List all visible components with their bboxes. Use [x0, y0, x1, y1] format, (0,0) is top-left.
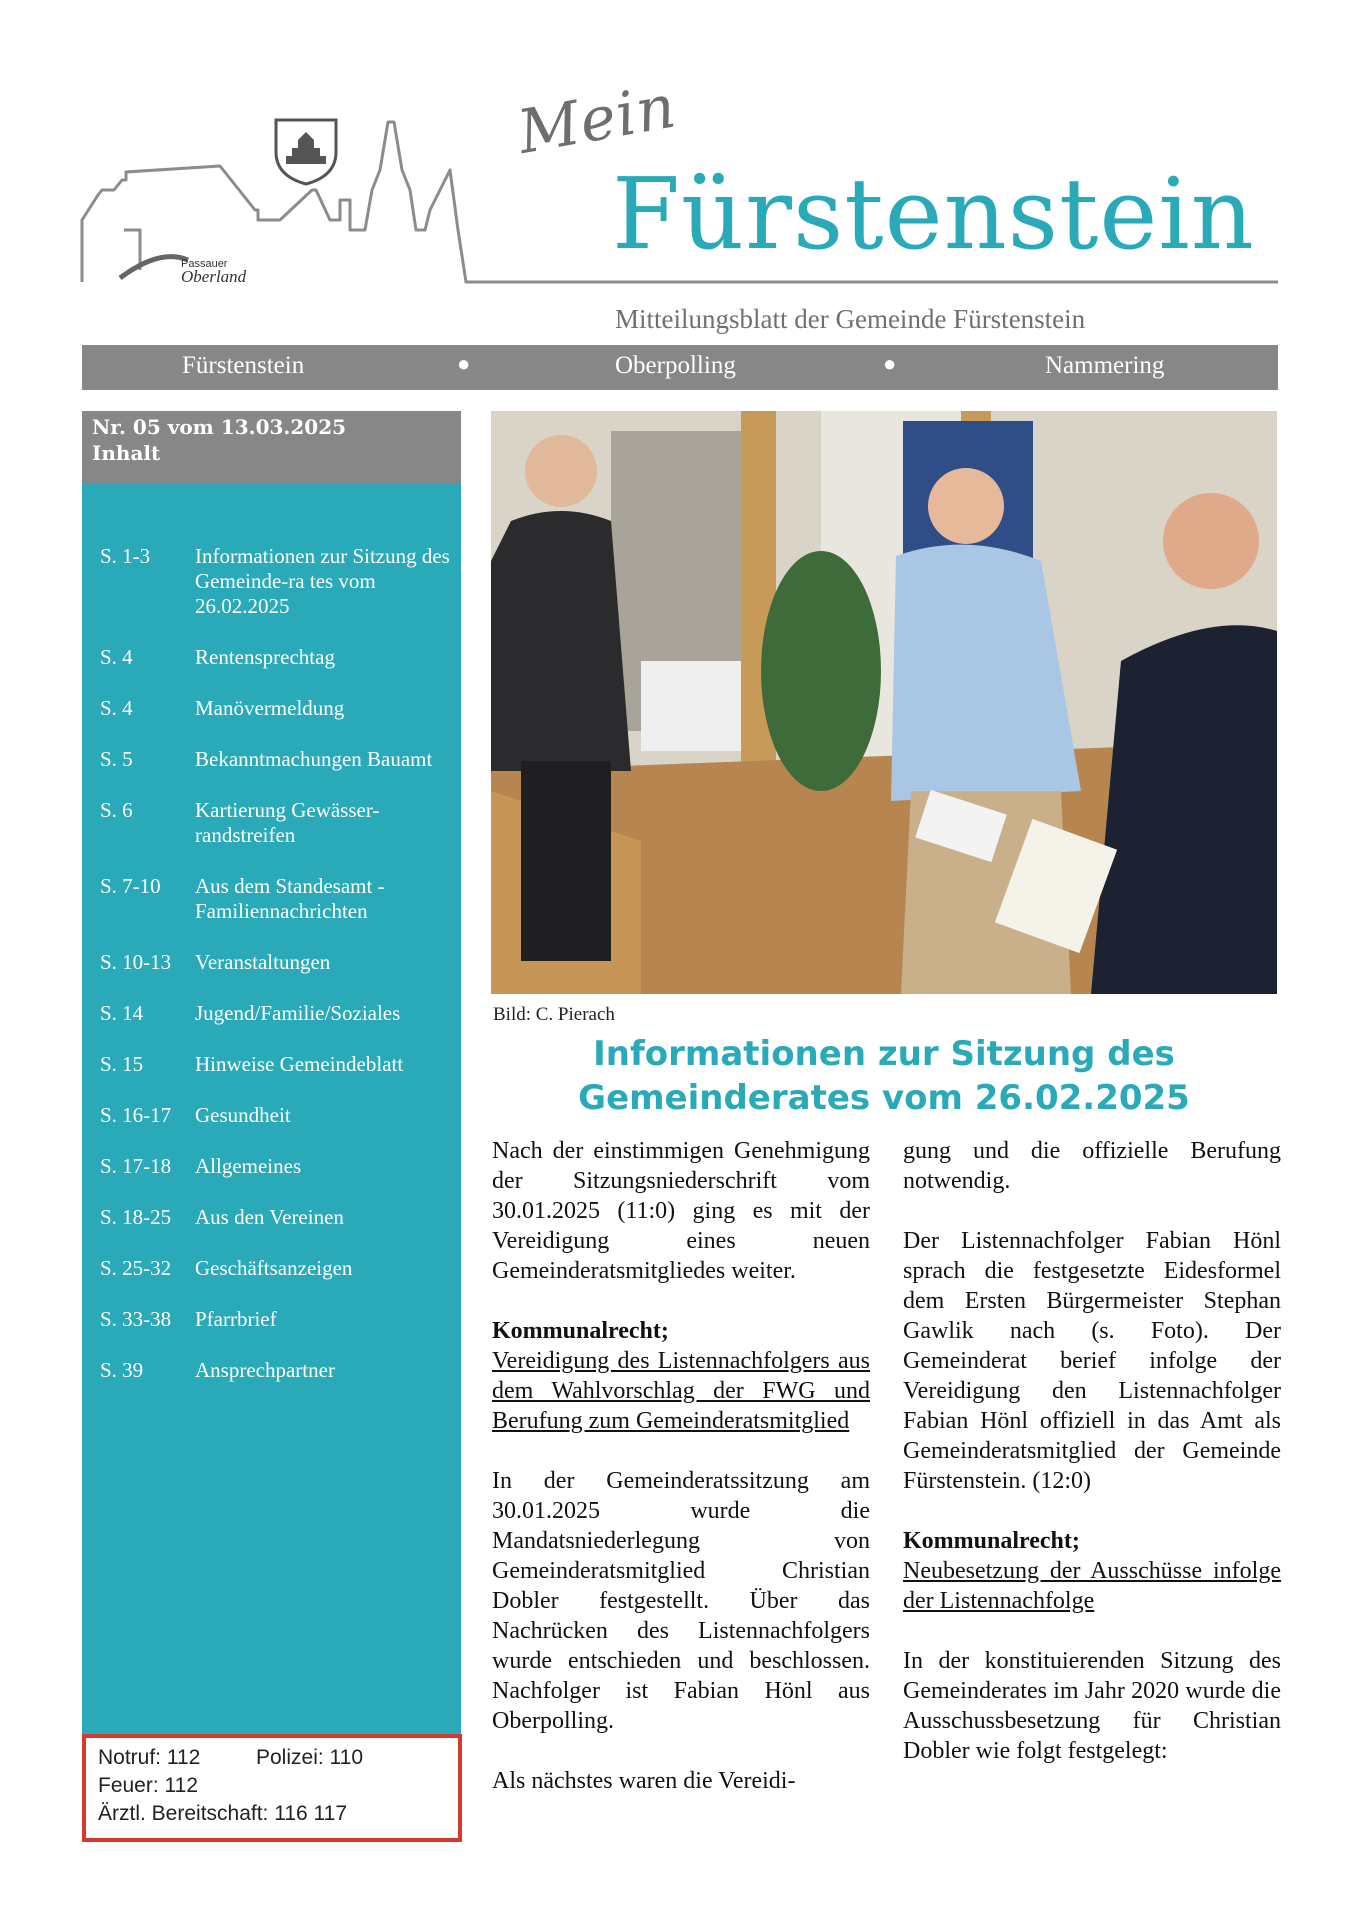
toc-row[interactable]: [100, 1205, 460, 1230]
toc-title: Geschäftsanzeigen: [195, 1256, 353, 1280]
town-bar: [82, 345, 1278, 390]
toc-row[interactable]: [100, 1256, 460, 1281]
toc-title: Gesundheit: [195, 1103, 291, 1127]
article-section-heading: Kommunalrecht;: [903, 1528, 1080, 1554]
toc-title: Allgemeines: [195, 1154, 302, 1178]
toc-title: Manövermeldung: [195, 696, 345, 720]
toc-page: S. 25-32: [100, 1256, 172, 1280]
toc-title: Veranstaltungen: [195, 950, 331, 974]
toc-row[interactable]: [100, 1052, 460, 1077]
toc-page: S. 10-13: [100, 950, 172, 974]
toc-page: S. 33-38: [100, 1307, 172, 1331]
toc-row[interactable]: [100, 798, 460, 848]
toc-page: S. 7-10: [100, 874, 161, 898]
separator-dot: ●: [457, 351, 471, 376]
coat-of-arms-icon: [276, 120, 336, 184]
article-column-2: [903, 1136, 1281, 1796]
separator-dot: ●: [883, 351, 897, 376]
toc-title: Aus dem Standesamt - Familiennachrichten: [195, 874, 385, 923]
toc-title: Ansprechpartner: [195, 1358, 335, 1382]
article-headline: [491, 1032, 1277, 1120]
article-paragraph: Der Listennachfolger Fabian Hönl sprach die festgesetzte Eidesformel dem Ersten Bürgermeister Stephan Gawlik nach (s. Foto). Der Gemeinderat berief infolge der Vereidigung den Listennachfolger Fabian Hönl offiziell in das Amt als Gemeinderatsmitglied der Gemeinde Fürstenstein. (12:0): [903, 1228, 1281, 1494]
article-paragraph: Nach der einstimmigen Genehmigung der Sitzungsniederschrift vom 30.01.2025 (11:0) ging es mit der Vereidigung eines neuen Gemeinderatsmitgliedes weiter.: [492, 1138, 870, 1284]
table-of-contents: [100, 544, 460, 1409]
toc-title: Bekanntmachungen Bauamt: [195, 747, 433, 771]
toc-row[interactable]: [100, 747, 460, 772]
toc-page: S. 5: [100, 747, 133, 771]
toc-page: S. 1-3: [100, 544, 151, 568]
toc-row[interactable]: [100, 1103, 460, 1128]
toc-page: S. 39: [100, 1358, 144, 1382]
article-section-subheading: Vereidigung des Listennachfolgers aus dem Wahlvorschlag der FWG und Berufung zum Gemeinderatsmitglied: [492, 1348, 870, 1434]
toc-title: Kartierung Gewässer-randstreifen: [195, 798, 380, 847]
logo-passauer: Passauer: [181, 258, 228, 270]
toc-row[interactable]: [100, 950, 460, 975]
article-paragraph: In der Gemeinderatssitzung am 30.01.2025 wurde die Mandatsniederlegung von Gemeinderatsmitglied Christian Dobler festgestellt. Über das Nachrücken des Listennachfolgers wurde entschieden und beschlossen. Nachfolger ist Fabian Hönl aus Oberpolling.: [492, 1468, 870, 1734]
article-paragraph: Als nächstes waren die Vereidi-: [492, 1768, 796, 1794]
toc-title: Jugend/Familie/Soziales: [195, 1001, 401, 1025]
toc-page: S. 15: [100, 1052, 144, 1076]
photo-caption: Bild: C. Pierach: [493, 1004, 615, 1025]
emergency-numbers-box: [82, 1734, 462, 1842]
toc-page: S. 18-25: [100, 1205, 172, 1229]
article-photo: [491, 411, 1277, 994]
contents-label: Inhalt: [92, 441, 161, 465]
toc-row[interactable]: [100, 1154, 460, 1179]
notruf-number: Notruf: 112: [98, 1746, 201, 1769]
toc-title: Rentensprechtag: [195, 645, 335, 669]
headline-line-2: Gemeinderates vom 26.02.2025: [578, 1078, 1190, 1118]
toc-row[interactable]: [100, 645, 460, 670]
article-column-1: [492, 1136, 870, 1826]
polizei-number: Polizei: 110: [256, 1746, 364, 1769]
masthead-subtitle: Mitteilungsblatt der Gemeinde Fürstenstein: [615, 304, 1086, 334]
toc-page: S. 14: [100, 1001, 144, 1025]
article-paragraph: gung und die offizielle Berufung notwendig.: [903, 1138, 1281, 1194]
headline-line-1: Informationen zur Sitzung des: [593, 1034, 1175, 1074]
arzt-number: Ärztl. Bereitschaft: 116 117: [98, 1802, 348, 1825]
toc-page: S. 6: [100, 798, 133, 822]
toc-title: Hinweise Gemeindeblatt: [195, 1052, 404, 1076]
town-fuerstenstein: Fürstenstein: [182, 352, 305, 379]
masthead-title: Fürstenstein: [612, 158, 1255, 272]
toc-title: Pfarrbrief: [195, 1307, 277, 1331]
toc-page: S. 4: [100, 645, 133, 669]
toc-title: Informationen zur Sitzung des Gemeinde-ra tes vom 26.02.2025: [195, 544, 450, 618]
toc-page: S. 4: [100, 696, 133, 720]
article-section-subheading: Neubesetzung der Ausschüsse infolge der Listennachfolge: [903, 1558, 1281, 1614]
toc-row[interactable]: [100, 1307, 460, 1332]
masthead-mein: Mein: [512, 71, 682, 168]
toc-page: S. 16-17: [100, 1103, 172, 1127]
article-section-heading: Kommunalrecht;: [492, 1318, 669, 1344]
article-paragraph: In der konstituierenden Sitzung des Gemeinderates im Jahr 2020 wurde die Ausschussbesetzung für Christian Dobler wie folgt festgelegt:: [903, 1648, 1281, 1764]
toc-title: Aus den Vereinen: [195, 1205, 344, 1229]
toc-row[interactable]: [100, 874, 460, 924]
sidebar-header: [82, 411, 461, 483]
toc-row[interactable]: [100, 544, 460, 619]
toc-row[interactable]: [100, 696, 460, 721]
town-oberpolling: Oberpolling: [615, 352, 736, 379]
toc-row[interactable]: [100, 1001, 460, 1026]
feuer-number: Feuer: 112: [98, 1774, 199, 1797]
issue-number: Nr. 05 vom 13.03.2025: [92, 415, 347, 439]
town-nammering: Nammering: [1045, 352, 1165, 379]
logo-oberland: Oberland: [181, 267, 247, 286]
toc-page: S. 17-18: [100, 1154, 172, 1178]
toc-row[interactable]: [100, 1358, 460, 1383]
